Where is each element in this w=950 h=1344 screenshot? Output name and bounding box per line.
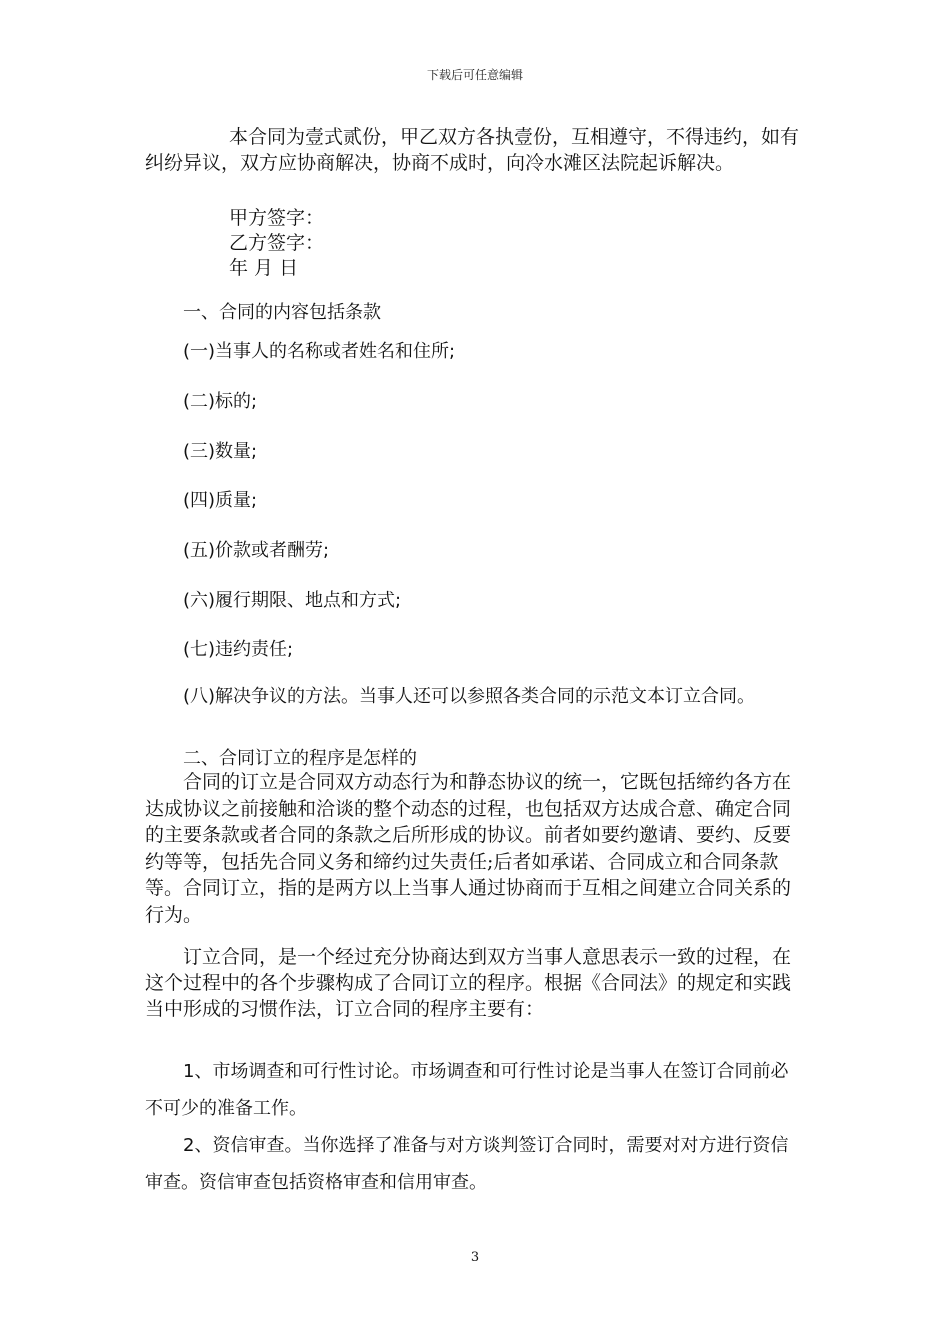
clause-item: (一)当事人的名称或者姓名和住所; (183, 341, 456, 362)
clause-item-8: (八)解决争议的方法。当事人还可以参照各类合同的示范文本订立合同。 (183, 686, 756, 707)
clause-item: (二)标的; (183, 391, 258, 412)
party-a-signature: 甲方签字： (229, 207, 325, 229)
section2-heading: 二、合同订立的程序是怎样的 (183, 748, 417, 769)
clause-item: (六)履行期限、地点和方式; (183, 590, 402, 611)
party-b-signature: 乙方签字： (229, 232, 325, 254)
clause-item: (四)质量; (183, 490, 258, 511)
clause-item: (五)价款或者酬劳; (183, 540, 330, 561)
section2-paragraph-2: 订立合同，是一个经过充分协商达到双方当事人意思表示一致的过程，在这个过程中的各个步骤构成了合同订立的程序。根据《合同法》的规定和实践当中形成的习惯作法，订立合同的程序主要有： (145, 946, 792, 1020)
page-header: 下载后可任意编辑 (426, 68, 523, 82)
signature-date: 年 月 日 (229, 257, 299, 279)
clause-item: (三)数量; (183, 441, 258, 462)
section2-paragraph-1: 合同的订立是合同双方动态行为和静态协议的统一，它既包括缔约各方在达成协议之前接触和洽谈的整个动态的过程，也包括双方达成合意、确定合同的主要条款或者合同的条款之后所形成的协议。前者如要约邀请、要约、反要约等等，包括先合同义务和缔约过失责任;后者如承诺、合同成立和合同条款等。合同订立，指的是两方以上当事人通过协商而于互相之间建立合同关系的行为。 (145, 771, 792, 926)
section1-heading: 一、合同的内容包括条款 (183, 302, 381, 323)
clause-item: (七)违约责任; (183, 639, 294, 660)
intro-paragraph: 本合同为壹式贰份，甲乙双方各执壹份，互相遵守，不得违约，如有 纠纷异议，双方应协商解决，协商不成时，向冷水滩区法院起诉解决。 (145, 126, 800, 174)
step-1: 1、市场调查和可行性讨论。市场调查和可行性讨论是当事人在签订合同前必不可少的准备工作。 (145, 1061, 789, 1119)
step-2: 2、资信审查。当你选择了准备与对方谈判签订合同时，需要对对方进行资信审查。资信审查包括资格审查和信用审查。 (145, 1135, 789, 1193)
page-number: 3 (470, 1250, 480, 1265)
